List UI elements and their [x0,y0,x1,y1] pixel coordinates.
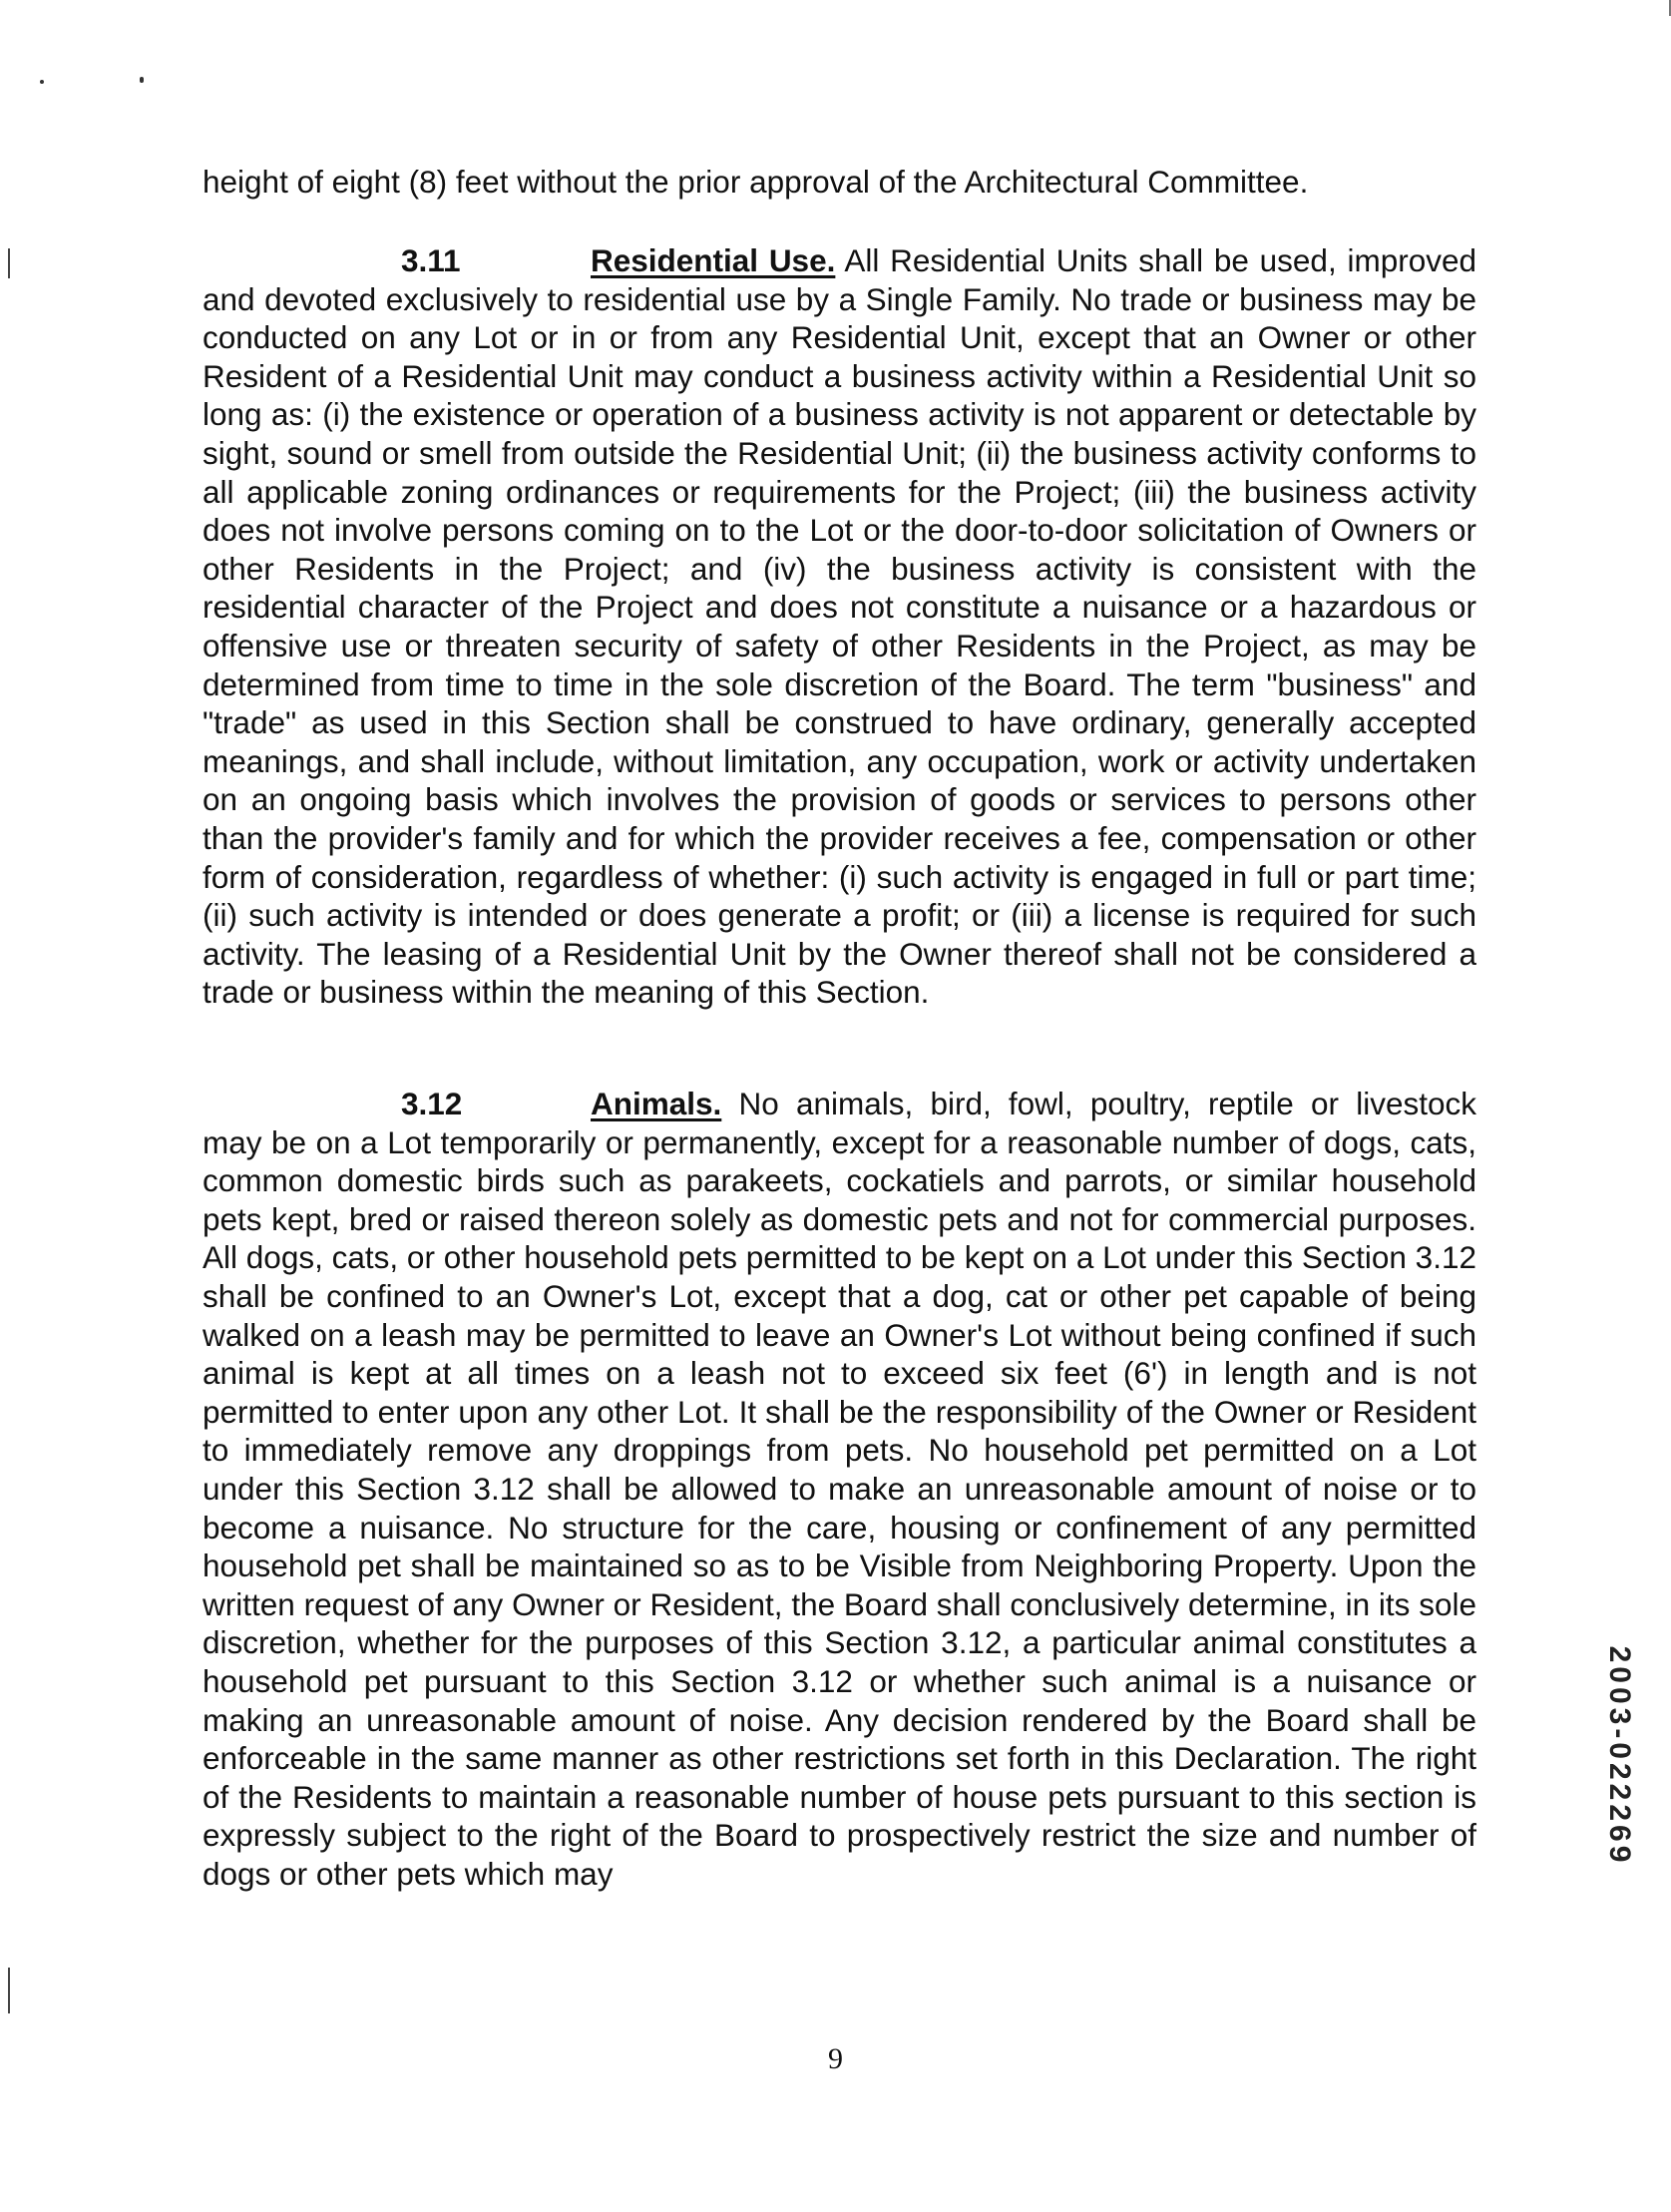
section-title: Residential Use. [591,242,836,278]
recording-number-stamp [1594,1566,1644,1946]
section-body: All Residential Units shall be used, improved and devoted exclusively to residential use by a Single Family. No trade or business may be conducted on any Lot or in or from any Residential Unit, except that an Owner or other Resident of a Residential Unit may conduct a business activity within a Residential Unit so long as: (i) the existence or operation of a business activity is not apparent or detectable by sight, sound or smell from outside the Residential Unit; (ii) the business activity conforms to all applicable zoning ordinances or requirements for the Project; (iii) the business activity does not involve persons coming on to the Lot or the door-to-door solicitation of Owners or other Residents in the Project; and (iv) the business activity is consistent with the residential character of the Project and does not constitute a nuisance or a hazardous or offensive use or threaten security of safety of other Residents in the Project, as may be determined from time to time in the sole discretion of the Board. The term "business" and "trade" as used in this Section shall be construed to have ordinary, generally accepted meanings, and shall include, without limitation, any occupation, work or activity undertaken on an ongoing basis which involves the provision of goods or services to persons other than the provider's family and for which the provider receives a fee, compensation or other form of consideration, regardless of whether: (i) such activity is engaged in full or part time; (ii) such activity is intended or does generate a profit; or (iii) a license is required for such activity. The leasing of a Residential Unit by the Owner thereof shall not be considered a trade or business within the meaning of this Section. [203,242,1477,1011]
margin-change-bar [8,248,10,278]
scan-speck [40,80,44,84]
section-3-11 [203,241,1476,1012]
section-title: Animals. [591,1086,722,1121]
section-number: 3.12 [401,1086,463,1121]
section-number: 3.11 [401,242,461,278]
section-3-12 [203,1085,1476,1893]
margin-change-bar [8,1968,10,2013]
scan-speck [140,77,144,83]
section-body: No animals, bird, fowl, poultry, reptile or livestock may be on a Lot temporarily or permanently, except for a reasonable number of dogs, cats, common domestic birds such as parakeets, cockatiels and parrots, or similar household pets kept, bred or raised thereon solely as domestic pets and not for commercial purposes. All dogs, cats, or other household pets permitted to be kept on a Lot under this Section 3.12 shall be confined to an Owner's Lot, except that a dog, cat or other pet capable of being walked on a leash may be permitted to leave an Owner's Lot without being confined if such animal is kept at all times on a leash not to exceed six feet (6') in length and is not permitted to enter upon any other Lot. It shall be the responsibility of the Owner or Resident to immediately remove any droppings from pets. No household pet permitted on a Lot under this Section 3.12 shall be allowed to make an unreasonable amount of noise or to become a nuisance. No structure for the care, housing or confinement of any permitted household pet shall be maintained so as to be Visible from Neighboring Property. Upon the written request of any Owner or Resident, the Board shall conclusively determine, in its sole discretion, whether for the purposes of this Section 3.12, a particular animal constitutes a household pet pursuant to this Section 3.12 or whether such animal is a nuisance or making an unreasonable amount of noise. Any decision rendered by the Board shall be enforceable in the same manner as other restrictions set forth in this Declaration. The right of the Residents to maintain a reasonable number of house pets pursuant to this section is expressly subject to the right of the Board to prospectively restrict the size and number of dogs or other pets which may [203,1086,1476,1892]
recording-number: 2003-022269 [1603,1645,1636,1867]
page-number: 9 [828,2042,843,2075]
continued-paragraph: height of eight (8) feet without the prior approval of the Architectural Committee. [203,164,1309,200]
